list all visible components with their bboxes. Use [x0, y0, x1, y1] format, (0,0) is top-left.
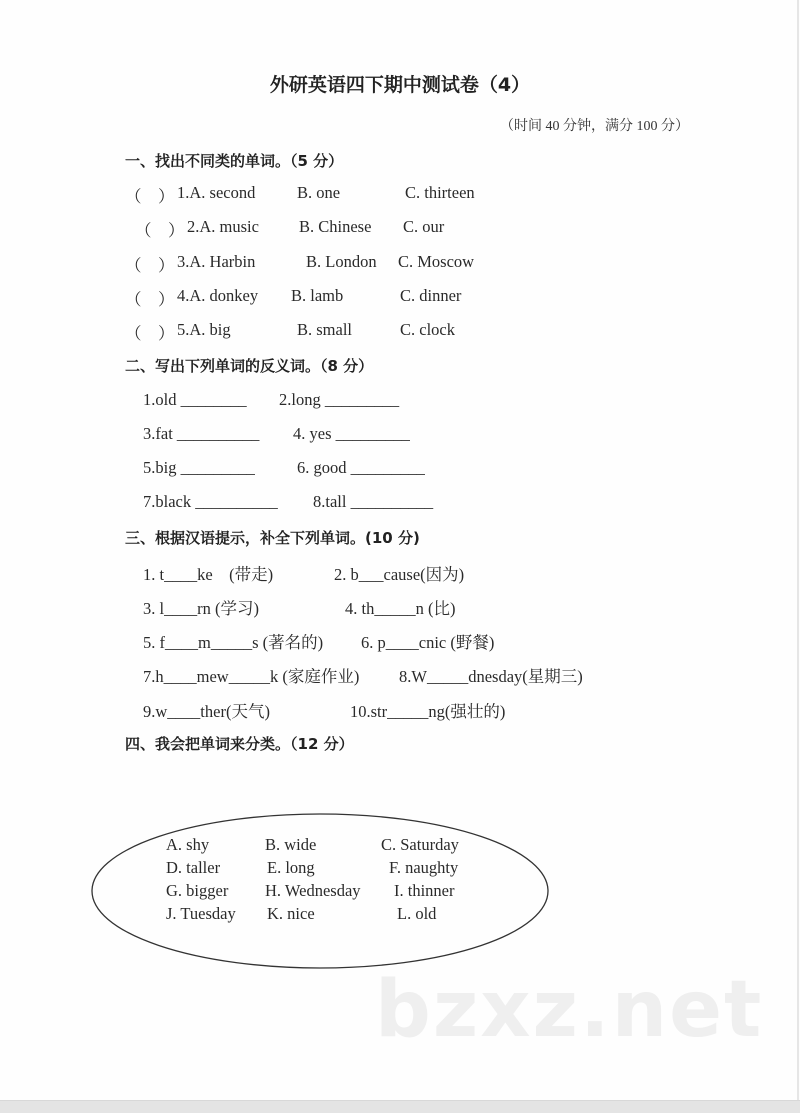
fill-word-item[interactable]: 3. l____rn (学习) [143, 599, 259, 618]
word-bank-item: I. thinner [394, 881, 455, 900]
word-bank-item: H. Wednesday [265, 881, 361, 900]
option-a: 1.A. second [177, 183, 256, 202]
option-b: B. one [297, 183, 341, 202]
option-a: 3.A. Harbin [177, 252, 256, 271]
word-bank-item: D. taller [166, 858, 221, 877]
option-b: B. small [297, 320, 353, 339]
option-c: C. our [403, 217, 445, 236]
option-c: C. Moscow [398, 252, 475, 271]
option-a: 5.A. big [177, 320, 231, 339]
word-bank-item: A. shy [166, 835, 210, 854]
fill-word-item[interactable]: 7.h____mew_____k (家庭作业) [143, 667, 360, 686]
antonym-item[interactable]: 2.long _________ [279, 390, 400, 409]
antonym-item[interactable]: 5.big _________ [143, 458, 255, 477]
word-bank-item: B. wide [265, 835, 317, 854]
answer-bracket[interactable]: （ ） [125, 187, 175, 206]
answer-bracket[interactable]: （ ） [135, 221, 185, 240]
word-bank-item: E. long [267, 858, 315, 877]
option-c: C. dinner [400, 286, 462, 305]
fill-word-item[interactable]: 6. p____cnic (野餐) [361, 633, 495, 652]
antonym-item[interactable]: 1.old ________ [143, 390, 247, 409]
word-bank-item: J. Tuesday [166, 904, 236, 923]
option-c: C. clock [400, 320, 455, 339]
answer-bracket[interactable]: （ ） [125, 324, 175, 343]
page-title: 外研英语四下期中测试卷（4） [269, 74, 531, 96]
antonym-item[interactable]: 3.fat __________ [143, 424, 260, 443]
option-b: B. Chinese [299, 217, 372, 236]
section-4-heading: 四、我会把单词来分类。（12 分） [125, 735, 354, 753]
antonym-item[interactable]: 6. good _________ [297, 458, 425, 477]
word-bank-item: G. bigger [166, 881, 229, 900]
watermark: bzxz.net [375, 965, 764, 1055]
antonym-item[interactable]: 7.black __________ [143, 492, 278, 511]
fill-word-item[interactable]: 1. t____ke (带走) [143, 565, 274, 584]
section-2-heading: 二、写出下列单词的反义词。（8 分） [125, 357, 374, 375]
option-c: C. thirteen [405, 183, 475, 202]
answer-bracket[interactable]: （ ） [125, 290, 175, 309]
option-b: B. lamb [291, 286, 344, 305]
option-a: 4.A. donkey [177, 286, 259, 305]
fill-word-item[interactable]: 2. b___cause(因为) [334, 565, 465, 584]
fill-word-item[interactable]: 5. f____m_____s (著名的) [143, 633, 324, 652]
page-bottom-edge [0, 1100, 800, 1113]
option-b: B. London [306, 252, 377, 271]
antonym-item[interactable]: 8.tall __________ [313, 492, 434, 511]
word-bank-item: C. Saturday [381, 835, 459, 854]
option-a: 2.A. music [187, 217, 259, 236]
word-bank-item: F. naughty [389, 858, 459, 877]
exam-time-score-note: （时间 40 分钟，满分 100 分） [500, 119, 689, 134]
section-1-heading: 一、找出不同类的单词。（5 分） [125, 152, 344, 170]
answer-bracket[interactable]: （ ） [125, 256, 175, 275]
word-bank-item: K. nice [267, 904, 315, 923]
word-bank-item: L. old [397, 904, 437, 923]
fill-word-item[interactable]: 9.w____ther(天气) [143, 702, 270, 721]
fill-word-item[interactable]: 4. th_____n (比) [345, 599, 456, 618]
section-3-heading: 三、根据汉语提示，补全下列单词。(10 分) [125, 529, 420, 547]
fill-word-item[interactable]: 10.str_____ng(强壮的) [350, 702, 506, 721]
antonym-item[interactable]: 4. yes _________ [293, 424, 410, 443]
fill-word-item[interactable]: 8.W_____dnesday(星期三) [399, 667, 583, 686]
